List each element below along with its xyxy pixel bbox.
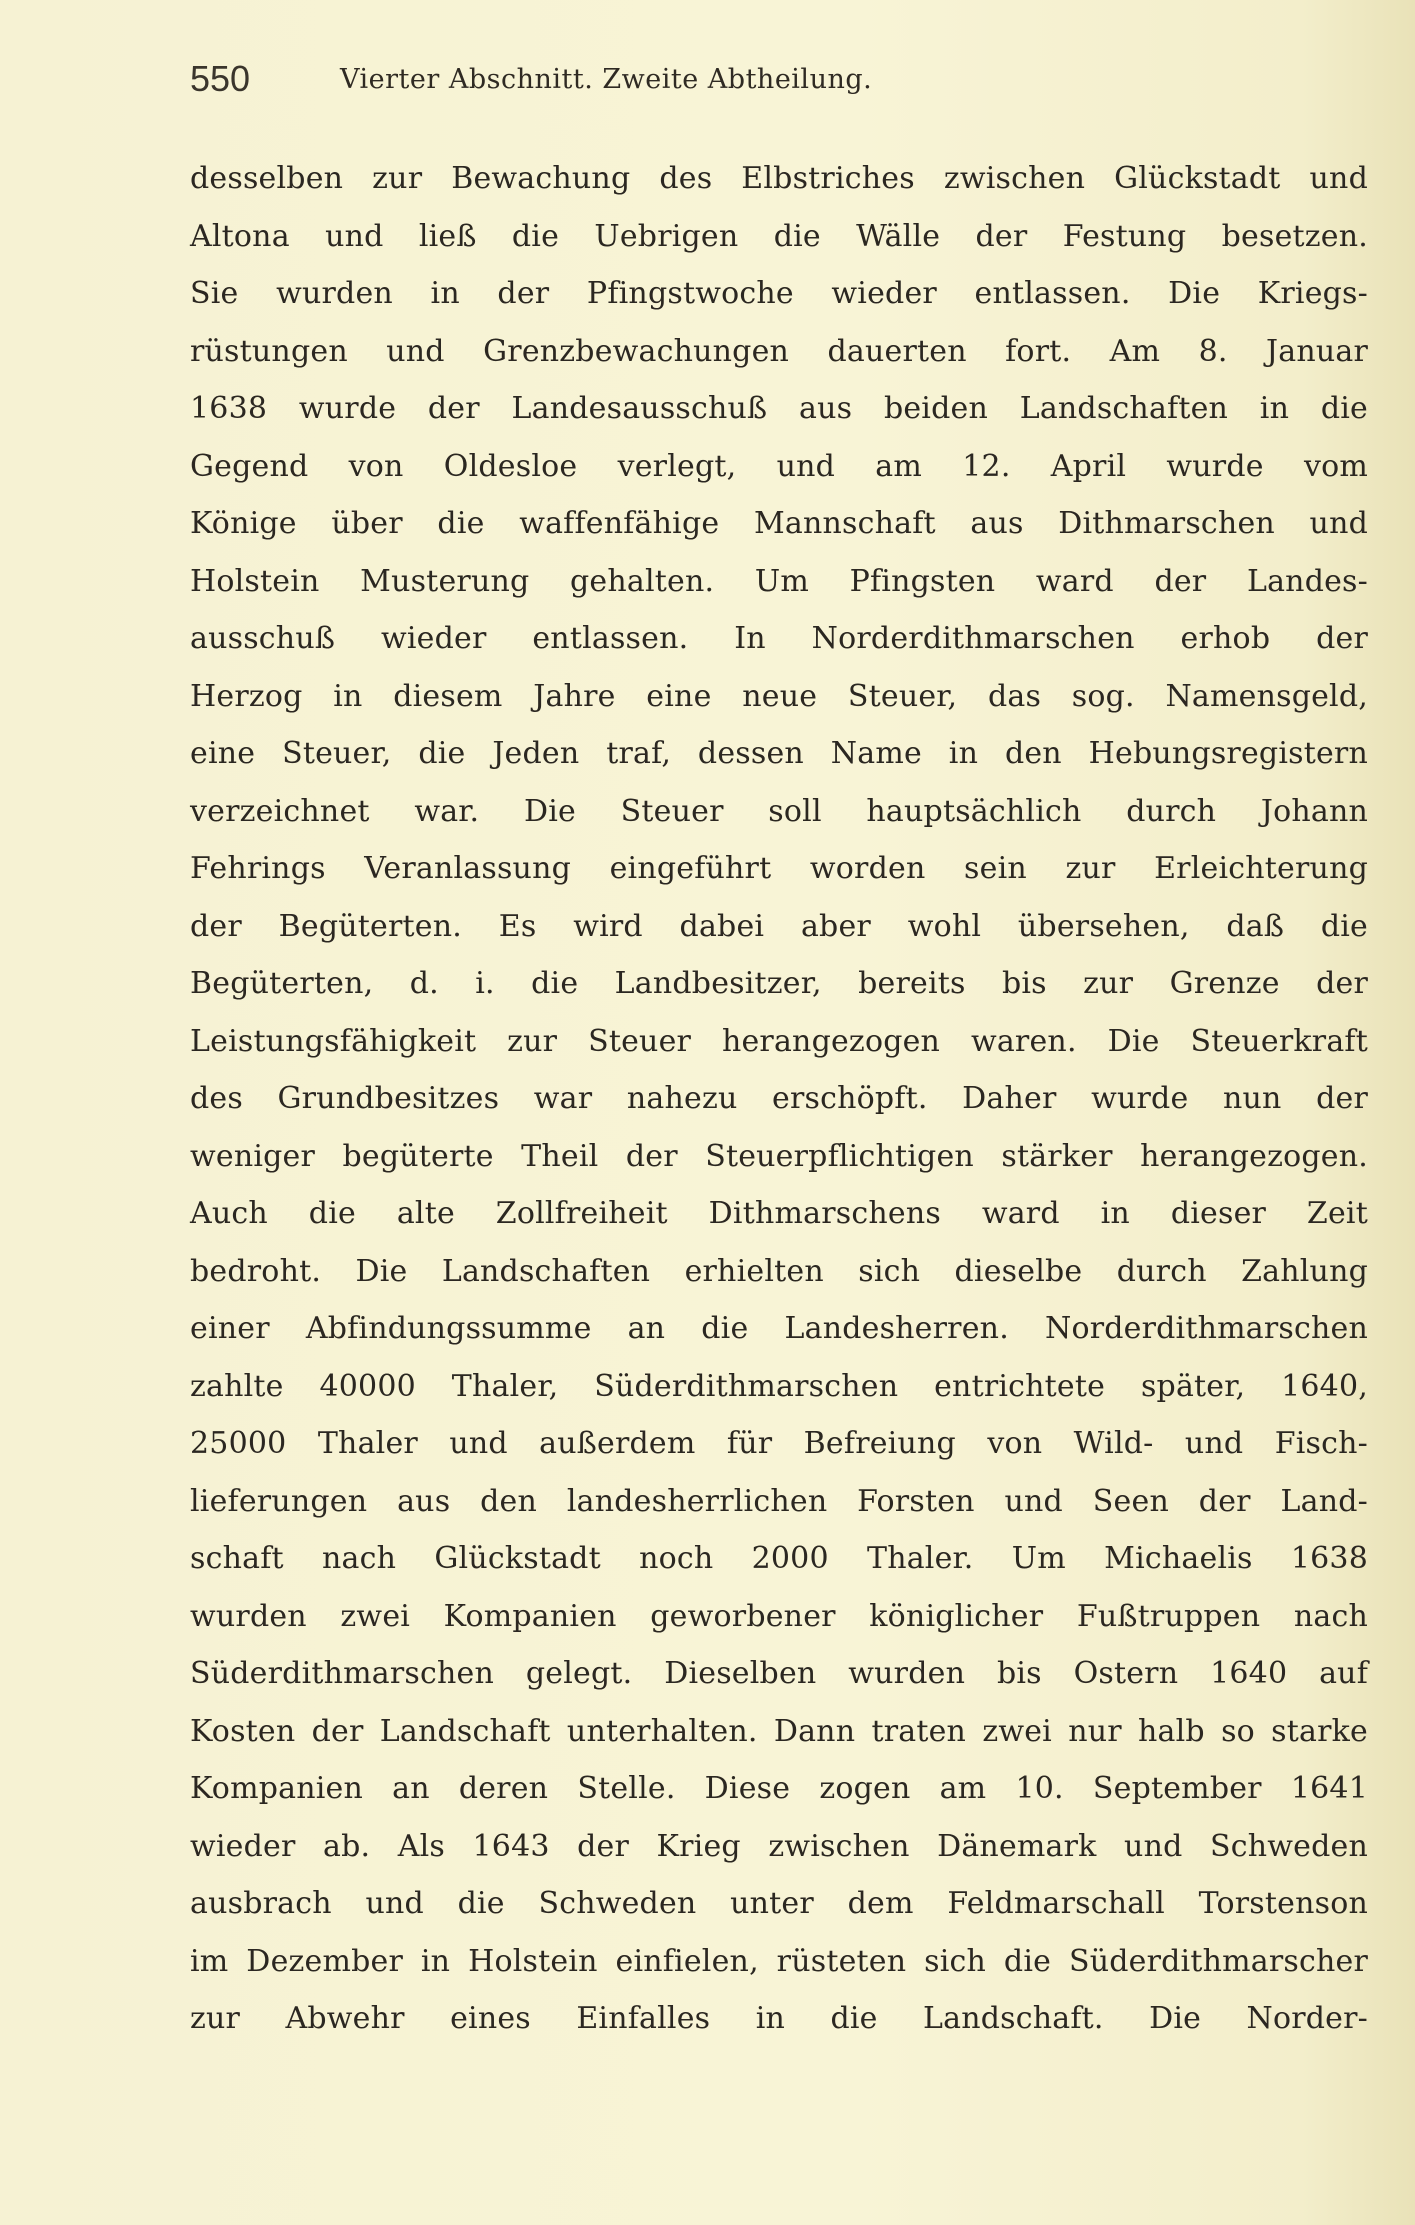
text-line: Leistungsfähigkeit zur Steuer herangezogen waren. Die Steuerkraft (190, 1023, 1368, 1059)
text-line: zur Abwehr eines Einfalles in die Landschaft. Die Norder- (190, 2001, 1368, 2036)
text-line: Fehrings Veranlassung eingeführt worden sein zur Erleichterung (190, 851, 1368, 886)
running-title: Vierter Abschnitt. Zweite Abtheilung. (340, 64, 873, 95)
text-line: eine Steuer, die Jeden traf, dessen Name in den Hebungsregistern (190, 736, 1368, 771)
text-line: Könige über die waffenfähige Mannschaft aus Dithmarschen und (190, 506, 1368, 541)
text-line: zahlte 40000 Thaler, Süderdithmarschen entrichtete später, 1640, (190, 1368, 1368, 1404)
text-line: Altona und ließ die Uebrigen die Wälle der Festung besetzen. (190, 218, 1368, 254)
text-line: 1638 wurde der Landesausschuß aus beiden Landschaften in die (190, 391, 1368, 426)
text-line: Holstein Musterung gehalten. Um Pfingsten ward der Landes- (190, 563, 1368, 599)
text-line: Kompanien an deren Stelle. Diese zogen am 10. September 1641 (190, 1771, 1368, 1806)
text-line: wieder ab. Als 1643 der Krieg zwischen Dänemark und Schweden (190, 1828, 1368, 1864)
text-line: ausbrach und die Schweden unter dem Feldmarschall Torstenson (190, 1886, 1368, 1921)
text-line: Begüterten, d. i. die Landbesitzer, bereits bis zur Grenze der (190, 966, 1368, 1001)
text-line: des Grundbesitzes war nahezu erschöpft. Daher wurde nun der (190, 1081, 1368, 1116)
text-line: weniger begüterte Theil der Steuerpflichtigen stärker herangezogen. (190, 1138, 1368, 1174)
text-line: ausschuß wieder entlassen. In Norderdithmarschen erhob der (190, 621, 1368, 656)
text-line: wurden zwei Kompanien geworbener königlicher Fußtruppen nach (190, 1598, 1368, 1634)
page-header (190, 58, 1370, 108)
text-line: Gegend von Oldesloe verlegt, und am 12. April wurde vom (190, 448, 1368, 484)
text-line: Auch die alte Zollfreiheit Dithmarschens ward in dieser Zeit (190, 1196, 1368, 1231)
text-line: Kosten der Landschaft unterhalten. Dann traten zwei nur halb so starke (190, 1713, 1368, 1749)
text-line: verzeichnet war. Die Steuer soll hauptsächlich durch Johann (190, 793, 1368, 829)
text-line: 25000 Thaler und außerdem für Befreiung von Wild- und Fisch- (190, 1426, 1368, 1461)
body-text (190, 150, 1368, 2048)
text-line: schaft nach Glückstadt noch 2000 Thaler. Um Michaelis 1638 (190, 1541, 1368, 1576)
text-line: Süderdithmarschen gelegt. Dieselben wurden bis Ostern 1640 auf (190, 1656, 1368, 1691)
text-line: desselben zur Bewachung des Elbstriches zwischen Glückstadt und (190, 161, 1368, 196)
page-number: 550 (190, 58, 251, 99)
text-line: einer Abfindungssumme an die Landesherren. Norderdithmarschen (190, 1311, 1368, 1346)
text-line: der Begüterten. Es wird dabei aber wohl übersehen, daß die (190, 908, 1368, 944)
text-line: lieferungen aus den landesherrlichen Forsten und Seen der Land- (190, 1483, 1368, 1519)
text-line: im Dezember in Holstein einfielen, rüsteten sich die Süderdithmarscher (190, 1943, 1368, 1979)
text-line: Herzog in diesem Jahre eine neue Steuer, das sog. Namensgeld, (190, 678, 1368, 714)
text-line: rüstungen und Grenzbewachungen dauerten fort. Am 8. Januar (190, 333, 1368, 369)
text-line: Sie wurden in der Pfingstwoche wieder entlassen. Die Kriegs- (190, 276, 1368, 311)
text-line: bedroht. Die Landschaften erhielten sich dieselbe durch Zahlung (190, 1253, 1368, 1289)
